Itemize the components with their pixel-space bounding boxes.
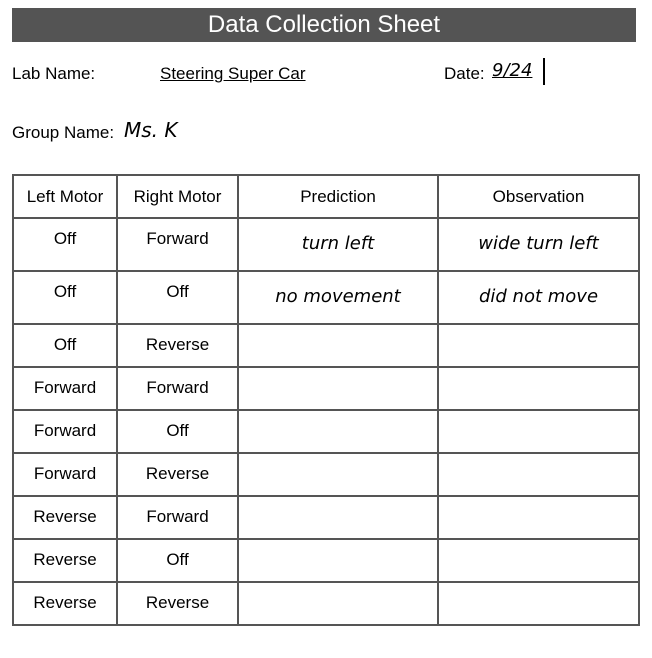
data-table bbox=[12, 174, 640, 626]
cell-observation[interactable] bbox=[438, 539, 639, 582]
cell-prediction[interactable] bbox=[238, 367, 438, 410]
table-row bbox=[13, 453, 639, 496]
column-header-right-motor: Right Motor bbox=[117, 175, 238, 218]
group-name-value[interactable]: Ms. K bbox=[124, 118, 178, 142]
cell-right-motor[interactable]: Forward bbox=[117, 218, 238, 271]
cell-observation[interactable]: did not move bbox=[438, 271, 639, 324]
cell-left-motor[interactable]: Off bbox=[13, 218, 117, 271]
cell-prediction[interactable] bbox=[238, 539, 438, 582]
cell-right-motor[interactable]: Reverse bbox=[117, 582, 238, 625]
cell-observation[interactable] bbox=[438, 410, 639, 453]
cell-observation[interactable] bbox=[438, 324, 639, 367]
cell-prediction[interactable] bbox=[238, 324, 438, 367]
group-name-label: Group Name: bbox=[12, 123, 115, 142]
cell-right-motor[interactable]: Forward bbox=[117, 496, 238, 539]
cell-prediction[interactable] bbox=[238, 453, 438, 496]
cell-left-motor[interactable]: Forward bbox=[13, 410, 117, 453]
cell-left-motor[interactable]: Reverse bbox=[13, 582, 117, 625]
sheet-title: Data Collection Sheet bbox=[12, 8, 636, 42]
cell-observation[interactable] bbox=[438, 496, 639, 539]
table-row bbox=[13, 539, 639, 582]
table-row bbox=[13, 410, 639, 453]
cell-prediction[interactable]: turn left bbox=[238, 218, 438, 271]
text-cursor bbox=[543, 58, 545, 85]
date-label: Date: bbox=[444, 64, 485, 83]
cell-prediction[interactable]: no movement bbox=[238, 271, 438, 324]
cell-prediction[interactable] bbox=[238, 496, 438, 539]
cell-left-motor[interactable]: Off bbox=[13, 324, 117, 367]
cell-left-motor[interactable]: Off bbox=[13, 271, 117, 324]
cell-prediction[interactable] bbox=[238, 582, 438, 625]
cell-right-motor[interactable]: Off bbox=[117, 410, 238, 453]
cell-right-motor[interactable]: Off bbox=[117, 539, 238, 582]
lab-name-label: Lab Name: bbox=[12, 64, 96, 83]
cell-right-motor[interactable]: Off bbox=[117, 271, 238, 324]
column-header-prediction: Prediction bbox=[238, 175, 438, 218]
cell-observation[interactable] bbox=[438, 367, 639, 410]
cell-left-motor[interactable]: Reverse bbox=[13, 539, 117, 582]
table-row bbox=[13, 367, 639, 410]
cell-left-motor[interactable]: Forward bbox=[13, 453, 117, 496]
table-row bbox=[13, 218, 639, 271]
date-value[interactable]: 9/24 bbox=[492, 60, 533, 81]
cell-prediction[interactable] bbox=[238, 410, 438, 453]
cell-right-motor[interactable]: Forward bbox=[117, 367, 238, 410]
cell-right-motor[interactable]: Reverse bbox=[117, 324, 238, 367]
column-header-left-motor: Left Motor bbox=[13, 175, 117, 218]
cell-observation[interactable]: wide turn left bbox=[438, 218, 639, 271]
cell-observation[interactable] bbox=[438, 582, 639, 625]
table-row bbox=[13, 271, 639, 324]
cell-left-motor[interactable]: Forward bbox=[13, 367, 117, 410]
cell-observation[interactable] bbox=[438, 453, 639, 496]
cell-right-motor[interactable]: Reverse bbox=[117, 453, 238, 496]
table-row bbox=[13, 324, 639, 367]
table-header-row bbox=[13, 175, 639, 218]
table-row bbox=[13, 582, 639, 625]
table-row bbox=[13, 496, 639, 539]
lab-name-value[interactable]: Steering Super Car bbox=[160, 64, 306, 83]
cell-left-motor[interactable]: Reverse bbox=[13, 496, 117, 539]
column-header-observation: Observation bbox=[438, 175, 639, 218]
